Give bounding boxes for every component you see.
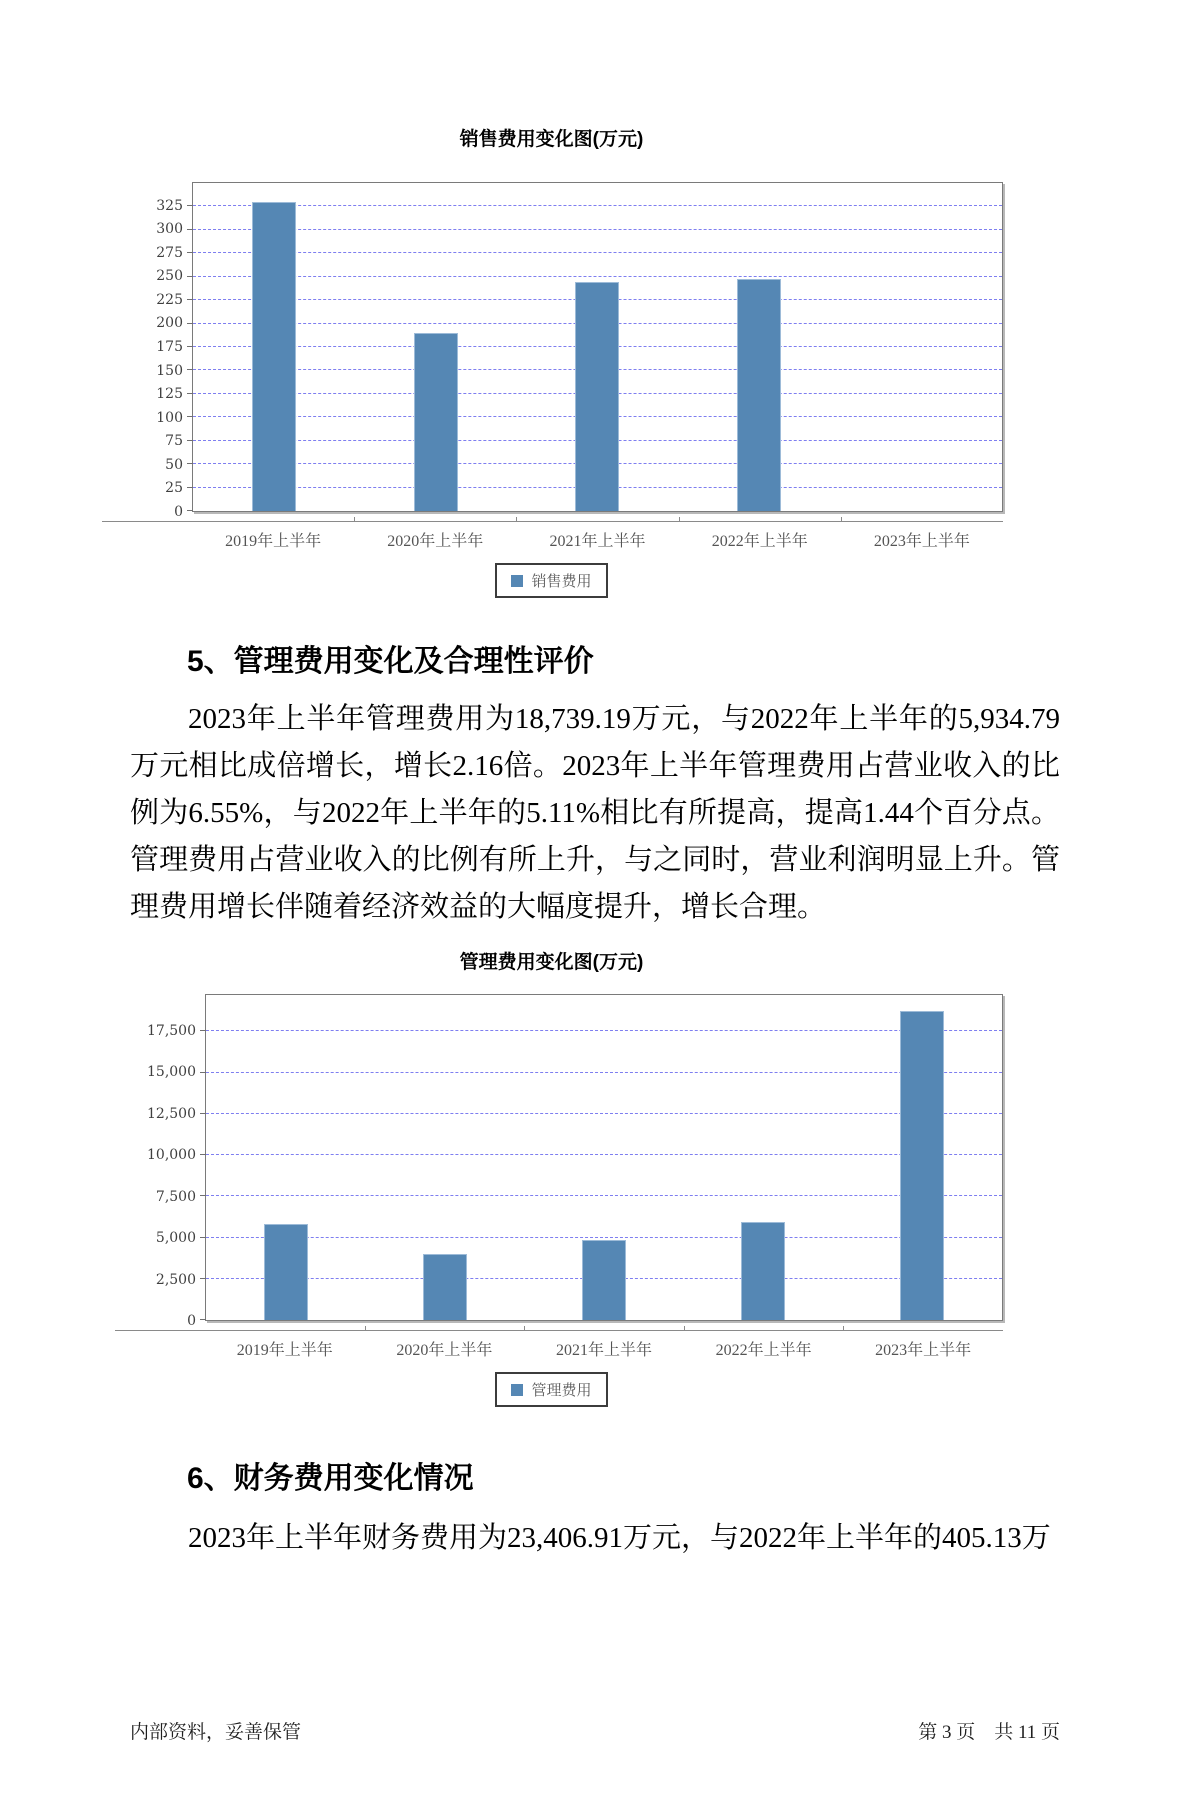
bar — [741, 1222, 785, 1320]
y-axis — [130, 994, 205, 1329]
y-tick-label: 150 — [156, 362, 183, 379]
sales-expense-chart — [130, 124, 1003, 598]
y-tick-mark — [187, 299, 193, 300]
bar-slot — [193, 183, 355, 511]
bar-slot — [684, 995, 843, 1320]
bar-slot — [206, 995, 365, 1320]
x-tick-label: 2019年上半年 — [225, 533, 322, 550]
bar — [414, 333, 458, 511]
bars-layer — [206, 995, 1002, 1320]
y-tick-label: 15,000 — [147, 1064, 196, 1081]
y-tick-mark — [200, 1072, 206, 1073]
management-expense-chart — [130, 947, 1003, 1407]
y-tick-label: 275 — [156, 244, 183, 261]
legend-swatch-icon — [511, 1384, 523, 1396]
y-tick-label: 12,500 — [147, 1105, 196, 1122]
y-tick-label: 175 — [156, 339, 183, 355]
bar — [252, 202, 296, 511]
y-tick-mark — [187, 369, 193, 370]
legend — [495, 1372, 607, 1407]
y-tick-mark — [187, 510, 193, 511]
x-tick-mark — [841, 517, 842, 522]
x-tick-label: 2021年上半年 — [549, 533, 646, 550]
x-tick-label: 2020年上半年 — [387, 533, 484, 550]
y-tick-label: 0 — [174, 504, 183, 520]
y-tick-mark — [187, 463, 193, 464]
x-axis-labels — [192, 528, 1003, 551]
y-tick-mark — [187, 252, 193, 253]
y-tick-label: 250 — [156, 268, 183, 285]
bar — [423, 1254, 467, 1320]
y-tick-label: 50 — [165, 456, 183, 473]
chart-title: 销售费用变化图(万元) — [459, 129, 644, 150]
bar — [582, 1240, 626, 1320]
bar-slot — [843, 995, 1002, 1320]
page-footer — [130, 1717, 1060, 1744]
y-tick-mark — [187, 323, 193, 324]
y-tick-mark — [200, 1237, 206, 1238]
y-tick-mark — [187, 440, 193, 441]
legend-swatch-icon — [511, 575, 523, 587]
y-tick-label: 325 — [156, 197, 183, 214]
y-tick-label: 200 — [156, 315, 183, 332]
y-tick-label: 7,500 — [155, 1188, 196, 1205]
y-tick-mark — [187, 393, 193, 394]
bar-slot — [355, 183, 517, 511]
y-tick-label: 25 — [165, 480, 183, 497]
chart-title: 管理费用变化图(万元) — [459, 952, 644, 973]
y-tick-label: 5,000 — [155, 1230, 196, 1247]
y-tick-mark — [187, 346, 193, 347]
y-tick-mark — [187, 487, 193, 488]
x-tick-mark — [365, 1326, 366, 1331]
legend-label: 管理费用 — [531, 1383, 592, 1399]
x-tick-mark — [516, 517, 517, 522]
bar-slot — [365, 995, 524, 1320]
bar-slot — [517, 183, 679, 511]
x-tick-label: 2019年上半年 — [236, 1342, 333, 1359]
y-tick-mark — [200, 1278, 206, 1279]
x-tick-label: 2023年上半年 — [875, 1342, 972, 1359]
section-6-paragraph: 2023年上半年财务费用为23,406.91万元，与2022年上半年的405.13万 — [188, 1522, 1051, 1554]
bar — [900, 1011, 944, 1320]
y-tick-label: 75 — [165, 433, 183, 450]
y-tick-label: 0 — [187, 1313, 196, 1329]
bar — [575, 282, 619, 511]
x-tick-mark — [843, 1326, 844, 1331]
y-tick-label: 225 — [156, 291, 183, 308]
legend — [495, 563, 607, 598]
y-tick-mark — [187, 416, 193, 417]
category-axis — [192, 521, 1003, 522]
x-tick-label: 2022年上半年 — [715, 1342, 812, 1359]
bar-slot — [678, 183, 840, 511]
section-6-heading: 6、财务费用变化情况 — [187, 1462, 474, 1495]
y-tick-label: 300 — [156, 221, 183, 238]
plot-area — [192, 182, 1003, 512]
y-axis — [130, 182, 192, 520]
y-tick-label: 17,500 — [147, 1022, 196, 1039]
bar — [264, 1224, 308, 1320]
bars-layer — [193, 183, 1002, 511]
y-tick-label: 125 — [156, 386, 183, 403]
bar-slot — [840, 183, 1002, 511]
y-tick-label: 10,000 — [147, 1147, 196, 1164]
x-tick-label: 2020年上半年 — [396, 1342, 493, 1359]
footer-page-number: 第 3 页 共 11 页 — [918, 1722, 1060, 1743]
y-tick-label: 2,500 — [155, 1271, 196, 1288]
x-axis-labels — [205, 1337, 1003, 1360]
y-tick-mark — [200, 1030, 206, 1031]
y-tick-mark — [200, 1113, 206, 1114]
section-5-paragraph: 2023年上半年管理费用为18,739.19万元，与2022年上半年的5,934.79万元相比成倍增长，增长2.16倍。2023年上半年管理费用占营业收入的比例为6.55%，与2022年上半年的5.11%相比有所提高，提高1.44个百分点。管理费用占营业收入的比例有所上升，与之同时，营业利润明显上升。管理费用增长伴随着经济效益的大幅度提升，增长合理。 — [130, 703, 1060, 923]
footer-confidential-note: 内部资料，妥善保管 — [130, 1722, 302, 1743]
x-tick-mark — [679, 517, 680, 522]
plot-area — [205, 994, 1003, 1321]
y-tick-mark — [187, 205, 193, 206]
plot-row — [130, 994, 1003, 1329]
x-tick-label: 2023年上半年 — [873, 533, 970, 550]
report-page — [0, 124, 1191, 1808]
section-5-heading: 5、管理费用变化及合理性评价 — [187, 645, 594, 678]
x-tick-mark — [684, 1326, 685, 1331]
bar — [737, 279, 781, 511]
x-tick-label: 2021年上半年 — [555, 1342, 652, 1359]
y-tick-mark — [200, 1154, 206, 1155]
x-tick-mark — [354, 517, 355, 522]
x-tick-mark — [524, 1326, 525, 1331]
y-tick-mark — [200, 1195, 206, 1196]
y-tick-mark — [187, 229, 193, 230]
legend-label: 销售费用 — [531, 574, 592, 590]
plot-row — [130, 182, 1003, 520]
category-axis — [205, 1330, 1003, 1331]
y-tick-mark — [200, 1319, 206, 1320]
y-tick-label: 100 — [156, 409, 183, 426]
x-tick-label: 2022年上半年 — [711, 533, 808, 550]
y-tick-mark — [187, 276, 193, 277]
bar-slot — [524, 995, 683, 1320]
